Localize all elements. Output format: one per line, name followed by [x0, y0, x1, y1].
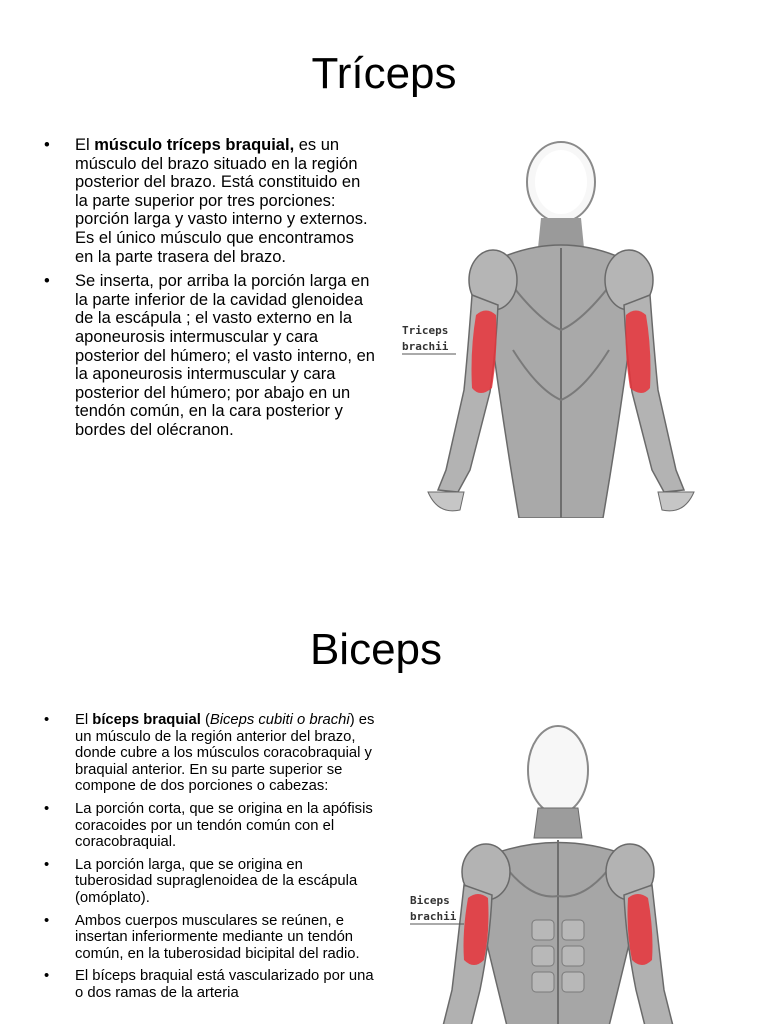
slide-title: Biceps	[309, 625, 443, 674]
bullet-text-run: El bíceps braquial está vascularizado por una o dos ramas de la arteria	[75, 968, 374, 1001]
slide-biceps	[0, 580, 768, 1024]
biceps-figure	[398, 720, 732, 1024]
bullet-text-run: Biceps cubiti o brachi	[209, 712, 350, 728]
bullet-list	[44, 136, 376, 446]
triceps-figure	[398, 130, 732, 518]
figure-label-line-1: Triceps	[402, 324, 449, 337]
bullet-item	[44, 968, 376, 1001]
biceps-highlight-right	[628, 894, 653, 965]
bullet-text-run: ) es un músculo de la región anterior del brazo, donde cubre a los músculos coracobraquial y braquial anterior. En su parte superior se compone de dos porciones o cabezas:	[75, 712, 375, 795]
bullet-item	[44, 272, 376, 439]
bullet-item	[44, 712, 376, 795]
bullet-text-run: Ambos cuerpos musculares se reúnen, e insertan inferiormente mediante un tendón común, en la tuberosidad bicipital del radio.	[75, 912, 360, 962]
bullet-item	[44, 857, 376, 907]
biceps-highlight-left	[464, 894, 489, 965]
bullet-item	[44, 913, 376, 963]
bullet-text-run: La porción larga, que se origina en tuberosidad supraglenoidea de la escápula (omóplato).	[75, 856, 358, 906]
bullet-text-run: La porción corta, que se origina en la apófisis coracoides por un tendón común con el coracobraquial.	[75, 800, 373, 851]
triceps-highlight-right	[626, 311, 651, 394]
slide-title: Tríceps	[311, 49, 457, 98]
bullet-text-run: El	[75, 712, 93, 728]
triceps-highlight-left	[472, 311, 497, 394]
figure-label-line-1: Biceps	[410, 894, 450, 907]
figure-label-line-2: brachii	[410, 910, 457, 923]
bullet-text-run: (	[200, 712, 210, 728]
figure-label-line-2: brachii	[402, 340, 449, 353]
bullet-text-run: es un músculo del brazo situado en la región posterior del brazo. Está constituido en la parte superior por tres porciones: porción larga y vasto interno y externos. Es el único músculo que encontramos en la parte trasera del brazo.	[75, 136, 368, 266]
bullet-text-run: El	[75, 136, 95, 154]
bullet-item	[44, 136, 376, 266]
bullet-text-run: músculo tríceps braquial,	[94, 136, 295, 154]
bullet-text-run: bíceps braquial	[92, 712, 201, 728]
front-muscle-figure	[442, 726, 674, 1024]
bullet-item	[44, 801, 376, 851]
bullet-text-run: Se inserta, por arriba la porción larga en la parte inferior de la cavidad glenoidea de la escápula ; el vasto externo en la aponeurosis intermuscular y cara posterior del húmero; el vasto interno, en la aponeurosis intermuscular y cara posterior del húmero; por abajo en un tendón común, en la cara posterior y bordes del olécranon.	[75, 272, 375, 439]
back-muscle-figure	[428, 142, 694, 518]
bullet-list	[44, 712, 376, 1008]
